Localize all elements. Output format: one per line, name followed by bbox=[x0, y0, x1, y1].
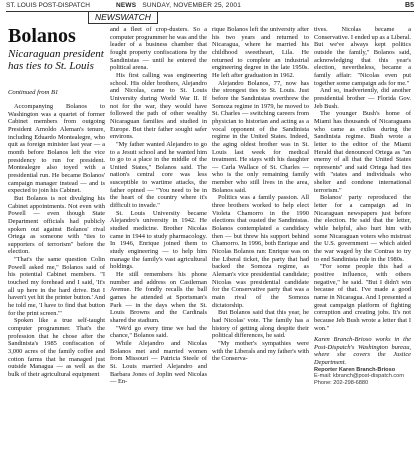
paragraph: Accompanying Bolanos to Washington was a quartet of former Cabinet members from outgoing President Arnoldo Aleman's tenure, including Eduardo Montealegre, who quit as foreign minister last year — a month before Bolanos left the vice presidency to run for president. Montealegre also toyed with a presidential run. He became Bolanos' campaign manager instead — and is expected to join his Cabinet. bbox=[8, 103, 105, 195]
paragraph: While Alejandro and Nicolas Bolanos met and married women from Missouri — Patricia Steele of St. Louis married Alejandro and Barbara Jones of Joplin wed Nicolas — En- bbox=[110, 339, 207, 386]
paragraph: tives. Nicolas became a Conservative. I ended up as a Liberal. But we've always kept politics outside the family," Bolanos said, acknowledging that this year's election, nevertheless, became a family affair: "Nicolas even put together some campaign ads for me." bbox=[314, 26, 411, 87]
column-3 bbox=[212, 26, 309, 463]
paragraph: But Bolanos said that this year, he had Nicolas' vote. The family has a history of getting along despite their political differences, he said. bbox=[212, 309, 309, 340]
continued-line: Continued from B1 bbox=[8, 89, 59, 96]
headline: Bolanos bbox=[8, 25, 76, 47]
section-name: NEWS SUNDAY, NOVEMBER 25, 2001 bbox=[116, 2, 242, 9]
column-1 bbox=[8, 103, 105, 463]
paragraph: "For some people this had a positive influence, with others negative," he said. "But I didn't win because of that. I've made a good name in Nicaragua. And I presented a great campaign platform of fighting corruption and creating jobs. It's not because Jeb Bush wrote a letter that I won." bbox=[314, 263, 411, 332]
contact-label: Reporter Karen Branch-Brioso bbox=[314, 366, 396, 373]
deck: Nicaraguan president has ties to St. Louis bbox=[8, 48, 104, 72]
column-2 bbox=[110, 26, 207, 463]
paragraph: But Bolanos is not divulging his Cabinet appointments. Not even with Powell — even though State Department officials had publicly spoken out against Bolanos' rival Ortega as someone with "ties to supporters of terrorism" before the election. bbox=[8, 194, 105, 256]
author-bio: Karen Branch-Brioso works in the Post-Dispatch's Washington bureau, where she covers the Justice Department. bbox=[314, 336, 411, 367]
paragraph: His first calling was engineering school. His older brothers, Alejandro and Nicolas, came to St. Louis University during World War II. If not for the war, they would have followed the path of other wealthy Nicaraguan families and studied in Europe. But their father sought safer environs. bbox=[110, 71, 207, 141]
column-4 bbox=[314, 26, 411, 463]
paragraph: "We'd go every time we had the chance," Bolanos said. bbox=[110, 324, 207, 340]
paragraph: The younger Bush's home of Miami has thousands of Nicaraguans who came as exiles during the Sandinista regime. Bush wrote a letter to the editor of the Miami Herald that denounced Ortega as "an enemy of all that the United States represents" and said Ortega had ties with "states and individuals who shelter and condone international terrorism." bbox=[314, 110, 411, 194]
paragraph: rique Bolanos left the university after his two years and returned to Nicaragua, where he married his childhood sweetheart, Lila. He returned to complete an industrial engineering degree in the late 1950s. He left after graduation in 1962. bbox=[212, 26, 309, 79]
paragraph: Alejandro Bolanos, 77, now has the strongest ties to St. Louis. Just before the Sandinistas overthrew the Somoza regime in 1979, he moved to St. Charles — switching careers from physician to historian and acting as a vocal opponent of the Sandinista regime in the United States. Indeed, the aging oldest brother was in St. Louis last week for medical treatment. He stays with his daughter — Carla Wallace of St. Charles — who is the only remaining family member who still lives in the area, Bolanos said. bbox=[212, 79, 309, 194]
paragraph: and a fleet of crop-dusters. So a computer programmer he was and the leader of a business chamber that fought property confiscations by the Sandinistas — until he entered the political arena. bbox=[110, 26, 207, 72]
contact-email: E-mail: kbranch@post-dispatch.com bbox=[314, 373, 404, 380]
paragraph: "That's the same question Colin Powell asked me," Bolanos said of his potential Cabinet members. "I touched my forehead and I said, 'It's all up here in the hard drive. But I haven't yet hit the printer button.' And he told me, 'I have to find that button for the print screen.'" bbox=[8, 256, 105, 317]
paragraph: "My father wanted Alejandro to go to a Jesuit school and he wanted him to go to a place in the middle of the United States," Bolanos said. The nation's central core was less susceptible to wartime attacks, the father opined — "You need to be in the heart of the country where it's difficult to invade." bbox=[110, 140, 207, 210]
paragraph: And so, inadvertently, did another presidential brother — Florida Gov. Jeb Bush. bbox=[314, 87, 411, 110]
reporter-contact bbox=[314, 367, 411, 387]
contact-phone: Phone: 202-298-6880 bbox=[314, 379, 369, 386]
paragraph: He still remembers his phone number and address on Castleman Avenue. He fondly recalls the ball games he attended at Sportsman's Park — in the days when the St. Louis Browns and the Cardinals shared the stadium. bbox=[110, 271, 207, 324]
paragraph: Bolanos' party reproduced the letter for a campaign ad in Nicaraguan newspapers just before the election. He said that the letter, while helpful, also hurt him with some Nicaraguan voters who mistrust the U.S. government — which aided the war waged by the Contras to try to end Sandinista rule in the 1980s. bbox=[314, 194, 411, 263]
paragraph: "My mother's sympathies were with the Liberals and my father's with the Conserva- bbox=[212, 339, 309, 363]
paragraph: Spoken like a true self-taught computer programmer. That's the profession that he chose after the Sandinista's 1985 confiscation of 3,000 acres of the family coffee and cotton farms that he managed just outside Managua — as well as the bulk of their agricultural equipment bbox=[8, 317, 105, 378]
paper-name: ST. LOUIS POST-DISPATCH bbox=[6, 2, 90, 9]
top-rule bbox=[6, 11, 414, 12]
section-tab: NEWSWATCH bbox=[88, 12, 158, 24]
paragraph: St. Louis University became Alejandro's university in 1942. He studied medicine. Brother Nicolas came in 1944 to study pharmacology. In 1946, Enrique joined them to study engineering — to help him manage the family's vast agricultural holdings. bbox=[110, 209, 207, 271]
page-number: B5 bbox=[405, 2, 414, 9]
paragraph: Politics was a family passion. All three brothers worked to help elect Violeta Chamorro in the 1990 elections that ousted the Sandinistas. Bolanos contemplated a candidacy then — but threw his support behind Chamorro. In 1996, both Enrique and Nicolas Bolanos ran: Enrique was on the Liberal ticket, the party that had backed the Somoza regime, as Aleman's vice presidential candidate; Nicolas was presidential candidate for the Conservative party that was a main rival of the Somoza dictatorship. bbox=[212, 194, 309, 309]
